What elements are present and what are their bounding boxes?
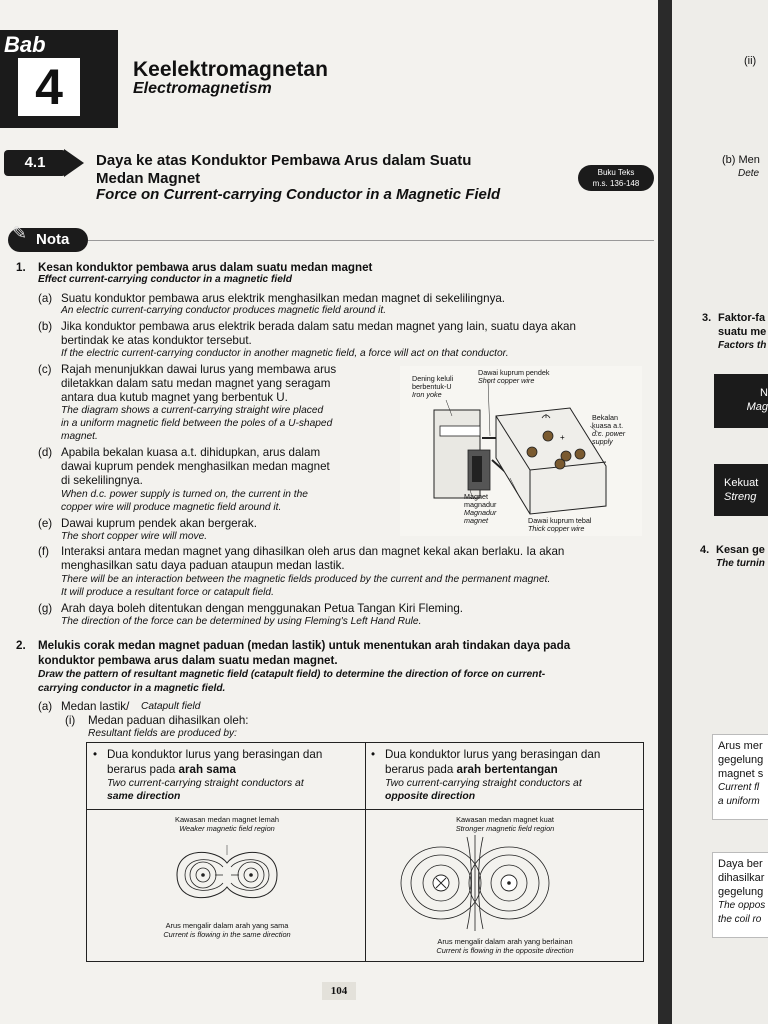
thick-wire-label: Dawai kuprum tebal: [528, 516, 592, 525]
item2-english2: carrying conductor in a magnetic field.: [38, 683, 226, 694]
item1a-label: (a): [38, 292, 53, 305]
item1f-english1: There will be an interaction between the magnetic fields produced by the current and the permanent magnet.: [61, 574, 551, 585]
thick-wire-english: Thick copper wire: [528, 524, 585, 533]
item2-number: 2.: [16, 639, 26, 652]
left-fig-bottom-label: Arus mengalir dalam arah yang sama: [165, 921, 289, 930]
left-header-line1: Dua konduktor lurus yang berasingan dan: [107, 748, 323, 761]
right-header-english2: opposite direction: [385, 791, 476, 802]
item2a-label: (a): [38, 700, 53, 713]
item1f-english2: It will produce a resultant force or catapult field.: [61, 587, 274, 598]
chapter-word: Bab: [0, 32, 62, 58]
right-item3-text1: Faktor-fa: [718, 312, 766, 324]
right-header-english1: Two current-carrying straight conductors at: [385, 778, 582, 789]
section-title-line2: Medan Magnet: [96, 170, 201, 187]
chapter-title: Keelektromagnetan: [133, 58, 328, 81]
page-number: 104: [322, 982, 356, 1000]
right-daya-english2: the coil ro: [718, 914, 762, 925]
item1-title: Kesan konduktor pembawa arus dalam suatu medan magnet: [38, 261, 373, 274]
nota-badge: Nota: [8, 228, 88, 252]
pencil-icon: ✎: [12, 223, 28, 243]
right-page: [672, 0, 768, 1024]
power-supply-label1: Bekalan: [592, 413, 618, 422]
table-column-divider: [365, 743, 366, 961]
right-arus-line3: magnet s: [718, 768, 764, 780]
apparatus-diagram: [400, 366, 642, 536]
item1b-text2: bertindak ke atas konduktor tersebut.: [61, 334, 252, 347]
left-fig-bottom-english: Current is flowing in the same direction: [163, 930, 291, 939]
right-fig-bottom-label: Arus mengalir dalam arah yang berlainan: [437, 937, 573, 946]
opposite-direction-field-diagram: [395, 833, 555, 933]
item1c-text1: Rajah menunjukkan dawai lurus yang membawa arus: [61, 363, 337, 376]
right-fig-top-label: Kawasan medan magnet kuat: [456, 815, 554, 824]
textbook-pages: m.s. 136-148: [592, 179, 640, 188]
right-header-line2: berarus pada arah bertentangan: [385, 763, 558, 776]
item1f-label: (f): [38, 545, 49, 558]
item1d-english1: When d.c. power supply is turned on, the current in the: [61, 489, 308, 500]
right-daya-line1: Daya ber: [718, 858, 763, 870]
right-box2: Kekuat Streng: [714, 464, 768, 516]
chapter-subtitle: Electromagnetism: [133, 80, 272, 97]
item1d-english2: copper wire will produce magnetic field around it.: [61, 502, 282, 513]
item1a-english: An electric current-carrying conductor produces magnetic field around it.: [61, 305, 387, 316]
item1g-label: (g): [38, 602, 53, 615]
iron-yoke-label2: berbentuk-U: [412, 382, 452, 391]
item1b-text1: Jika konduktor pembawa arus elektrik berada dalam satu medan magnet yang lain, suatu daya akan: [61, 320, 576, 333]
left-header-english2: same direction: [107, 791, 181, 802]
item1d-label: (d): [38, 446, 53, 459]
item1a-text: Suatu konduktor pembawa arus elektrik menghasilkan medan magnet di sekelilingnya.: [61, 292, 506, 305]
right-arus-line1: Arus mer: [718, 740, 763, 752]
chapter-number: 4: [18, 58, 80, 116]
item1e-english: The short copper wire will move.: [61, 531, 208, 542]
right-daya-line2: dihasilkar: [718, 872, 765, 884]
right-box1: N Mag: [714, 374, 768, 428]
right-header-line1: Dua konduktor lurus yang berasingan dan: [385, 748, 601, 761]
item1d-text3: di sekelilingnya.: [61, 474, 143, 487]
magnet-english1: Magnadur: [464, 508, 497, 517]
right-top-label: (ii): [744, 55, 757, 67]
item1b-label: (b): [38, 320, 53, 333]
item1g-text: Arah daya boleh ditentukan dengan menggunakan Petua Tangan Kiri Fleming.: [61, 602, 463, 615]
magnet-label1: Magnet: [464, 492, 488, 501]
item1f-text1: Interaksi antara medan magnet yang dihasilkan oleh arus dan magnet kekal akan berlaku. Ia akan: [61, 545, 565, 558]
right-daya-english1: The oppos: [718, 900, 766, 911]
item2ai-english: Resultant fields are produced by:: [88, 728, 237, 739]
magnet-label2: magnadur: [464, 500, 497, 509]
item1b-english: If the electric current-carrying conductor in another magnetic field, a force will act on that conductor.: [61, 348, 509, 359]
short-wire-english: Short copper wire: [478, 376, 535, 385]
item1f-text2: menghasilkan satu daya paduan ataupun medan lastik.: [61, 559, 345, 572]
textbook-reference-badge: [578, 165, 654, 191]
right-fig-bottom-english: Current is flowing in the opposite direction: [436, 946, 574, 955]
item1-number: 1.: [16, 261, 26, 274]
left-header-english1: Two current-carrying straight conductors at: [107, 778, 304, 789]
item1g-english: The direction of the force can be determined by using Fleming's Left Hand Rule.: [61, 616, 422, 627]
right-arus-english1: Current fl: [718, 782, 760, 793]
item1-title-english: Effect current-carrying conductor in a magnetic field: [38, 274, 292, 285]
right-b-english: Dete: [738, 168, 760, 179]
short-wire-label: Dawai kuprum pendek: [478, 368, 550, 377]
right-item3-english: Factors th: [718, 340, 767, 351]
iron-yoke-english: Iron yoke: [412, 390, 442, 399]
item1c-english1: The diagram shows a current-carrying straight wire placed: [61, 405, 324, 416]
item1c-english3: magnet.: [61, 431, 98, 442]
same-direction-field-diagram: [167, 835, 287, 915]
left-header-line2: berarus pada arah sama: [107, 763, 236, 776]
item2ai-label: (i): [65, 714, 76, 727]
item1c-label: (c): [38, 363, 52, 376]
right-arus-english2: a uniform: [718, 796, 760, 807]
item2ai-text: Medan paduan dihasilkan oleh:: [88, 714, 249, 727]
power-supply-label2: kuasa a.t.: [592, 421, 624, 430]
right-item4-number: 4.: [700, 544, 710, 556]
item1c-english2: in a uniform magnetic field between the poles of a U-shaped: [61, 418, 333, 429]
right-daya-line3: gegelung: [718, 886, 764, 898]
item1e-label: (e): [38, 517, 53, 530]
iron-yoke-label1: Dening keluli: [412, 374, 454, 383]
nota-divider: [88, 240, 654, 241]
table-row-divider: [87, 809, 643, 810]
item1e-text: Dawai kuprum pendek akan bergerak.: [61, 517, 257, 530]
left-bullet: •: [93, 748, 98, 761]
section-title-line1: Daya ke atas Konduktor Pembawa Arus dalam Suatu: [96, 152, 472, 169]
section-number: 4.1: [4, 150, 66, 176]
item2a-text: Medan lastik/: [61, 700, 130, 713]
power-supply-english1: d.c. power: [592, 429, 626, 438]
right-arus-line2: gegelung: [718, 754, 764, 766]
item2-english1: Draw the pattern of resultant magnetic field (catapult field) to determine the direction of force on current-: [38, 669, 546, 680]
right-item4-text: Kesan ge: [716, 544, 765, 556]
magnet-english2: magnet: [464, 516, 488, 525]
item1d-text1: Apabila bekalan kuasa a.t. dihidupkan, arus dalam: [61, 446, 321, 459]
right-item4-english: The turnin: [716, 558, 765, 569]
right-bullet: •: [371, 748, 376, 761]
catapult-field-table: [86, 742, 644, 962]
left-fig-top-label: Kawasan medan magnet lemah: [175, 815, 279, 824]
textbook-label: Buku Teks: [597, 168, 635, 177]
item2-title2: konduktor pembawa arus dalam suatu medan magnet.: [38, 654, 338, 667]
item1d-text2: dawai kuprum pendek menghasilkan medan magnet: [61, 460, 330, 473]
section-arrow-icon: [64, 149, 84, 177]
item2-title1: Melukis corak medan magnet paduan (medan lastik) untuk menentukan arah tindakan daya pada: [38, 639, 571, 652]
right-fig-top-english: Stronger magnetic field region: [455, 824, 555, 833]
item2a-english: Catapult field: [141, 701, 201, 712]
svg-text:+: +: [560, 433, 565, 442]
power-supply-english2: supply: [592, 437, 613, 446]
right-item3-text2: suatu me: [718, 326, 767, 338]
item1c-text3: antara dua kutub magnet yang berbentuk U.: [61, 391, 288, 404]
section-title-english: Force on Current-carrying Conductor in a Magnetic Field: [96, 186, 501, 203]
item1c-text2: diletakkan dalam satu medan magnet yang seragam: [61, 377, 331, 390]
left-fig-top-english: Weaker magnetic field region: [179, 824, 275, 833]
right-item3-number: 3.: [702, 312, 712, 324]
right-b-label: (b) Men: [722, 154, 760, 166]
